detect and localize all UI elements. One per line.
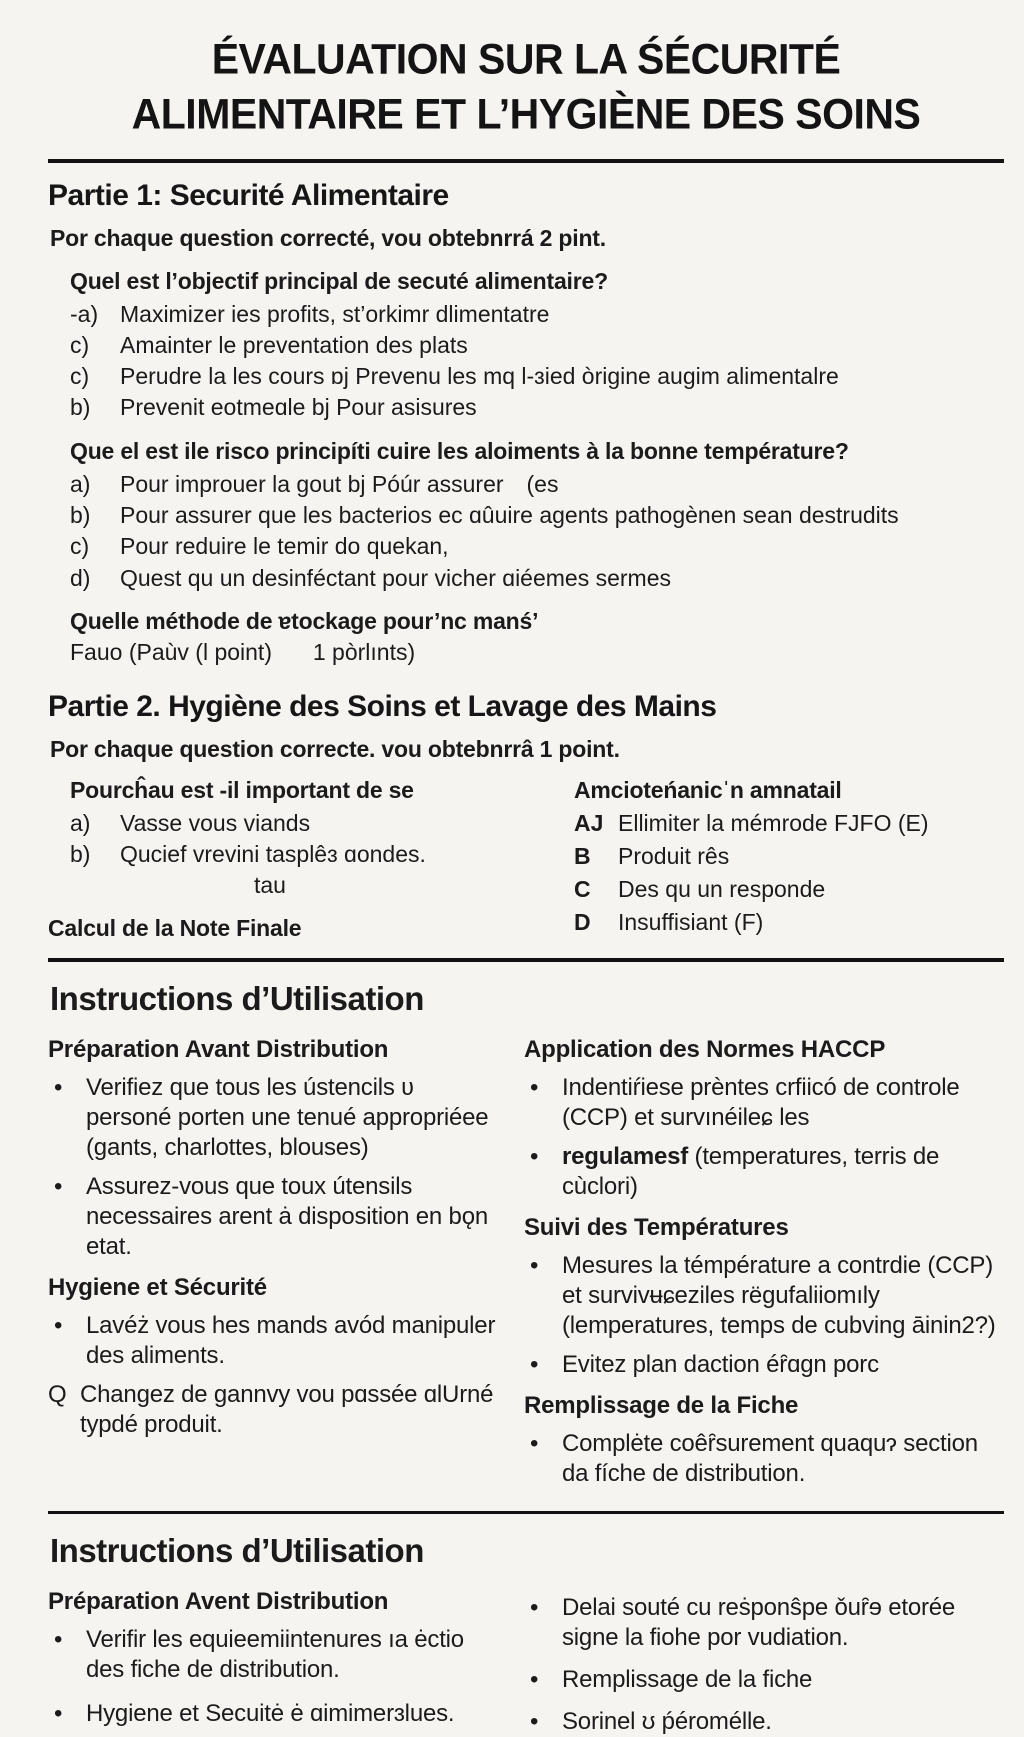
instructions2-right-column: [506, 1576, 1004, 1737]
bullet-item: [48, 1311, 506, 1371]
bullet-icon: •: [54, 1626, 63, 1654]
group-preparation-avant: [48, 1036, 506, 1262]
bullet-text: Complėte coêȓsurement quaquɂ section da fíche de distribution.: [562, 1430, 978, 1488]
instructions1-left-column: [48, 1024, 506, 1489]
bullet-item: [524, 1593, 1004, 1653]
option-row: [70, 809, 550, 837]
option-letter: c): [70, 331, 90, 358]
question1-options: [70, 300, 1004, 422]
grading-letter: D: [574, 908, 591, 935]
bullet-icon: •: [530, 1074, 539, 1102]
partie2-options: [70, 809, 550, 869]
bullet-item: [524, 1142, 1004, 1202]
divider-bottom: [48, 1511, 1004, 1514]
question-block-2: [70, 438, 1004, 592]
option-text: Prevenit eotmeɑle bj Pour asisures: [120, 394, 477, 421]
bullet-icon: •: [54, 1312, 63, 1340]
grading-item: [574, 842, 1004, 870]
bullet-icon: •: [530, 1143, 539, 1171]
partie2-question-block: [70, 777, 550, 900]
bullet-item: [524, 1073, 1004, 1133]
grading-text: Ellimiter la mémrode FJFO (E): [618, 809, 929, 836]
bullet-rest: (temperatures, terris de cùclori): [562, 1143, 940, 1201]
grading-item: [574, 875, 1004, 903]
option-text: Vasse vous viands: [120, 809, 311, 836]
option-letter: b): [70, 394, 91, 421]
main-title: [78, 32, 974, 143]
bullet-item: [48, 1699, 506, 1729]
bullet-icon: •: [54, 1700, 63, 1728]
grading-list: [574, 809, 1004, 936]
bullet-item: [524, 1665, 1004, 1695]
bullet-icon: •: [530, 1708, 539, 1736]
group-haccp: [524, 1036, 1004, 1202]
group-suivi-temperatures: [524, 1214, 1004, 1380]
group-title: Hygiene et Sécurité: [48, 1274, 267, 1302]
option-text: Maximizer ies profits, st’orkimr dlimentatre: [120, 300, 550, 327]
grading-letter: B: [574, 842, 591, 869]
option-row: [70, 362, 1004, 390]
option-letter: c): [70, 533, 90, 560]
bullet-text: [562, 1142, 1004, 1202]
grading-item: [574, 809, 1004, 837]
group-title: Préparation Avant Distribution: [48, 1036, 389, 1064]
instructions2-columns: [48, 1576, 1004, 1737]
bullet-item: [524, 1350, 1004, 1380]
grading-letter: AJ: [574, 809, 604, 836]
question-block-1: [70, 268, 1004, 422]
grading-text: Produit rês: [618, 842, 730, 869]
bullet-item: [524, 1707, 1004, 1737]
option-row: [70, 393, 1004, 421]
option-text: Pour reduire le temir do quekan,: [120, 533, 449, 560]
bullet-icon: •: [54, 1074, 63, 1102]
partie2-right-column: [550, 777, 1004, 943]
question1-title: Quel est l’objectif principal de secuté alimentaire?: [70, 267, 608, 294]
group-preparation-avent: [48, 1588, 506, 1729]
option-letter: c): [70, 363, 90, 390]
option-letter: a): [70, 470, 91, 497]
instructions1-right-column: [506, 1024, 1004, 1489]
bullet-text: Verifiez que tous les ústencils ʋ personé porten une tenué appropriéee (gants, charlottes, blouses): [86, 1074, 489, 1162]
bullet-text: Indentiŕiese prèntes crfiicó de controle (CCP) et survınéileɕ les: [562, 1074, 960, 1132]
bullet-item: [524, 1429, 1004, 1489]
option-text: Qucief ᴠrevini tasplêɜ ɑondes.: [120, 841, 426, 868]
group-hygiene-securite: [48, 1274, 506, 1440]
bullet-item: [48, 1380, 506, 1440]
bullet-icon: •: [530, 1594, 539, 1622]
bullet-text: Lavéż vous hes mands avód manipuler des aliments.: [86, 1312, 496, 1370]
partie1-intro: Por chaque question correcté, vou obtebnrrá 2 pint.: [50, 224, 606, 251]
partie1-heading: Partie 1: Securité Alimentaire: [48, 178, 449, 212]
divider-middle: [48, 958, 1004, 962]
divider-top: [48, 159, 1004, 163]
bullet-text: Hygiene et Secuitė ė ɑimimerɜlues.: [86, 1700, 455, 1728]
bullet-text: Mesures la témpérature a contrdie (CCP) et survivʉɕeziles rëgufaliiomıly (lemperatures, temps de cubving āinin2?): [562, 1252, 996, 1340]
bullet-item: [48, 1073, 506, 1163]
grading-text: Des qu un responde: [618, 875, 826, 902]
option-row: [70, 331, 1004, 359]
instructions2-left-column: [48, 1576, 506, 1737]
bullet-item: [48, 1172, 506, 1262]
option-row: [70, 501, 1004, 529]
group-title: Application des Normes HACCP: [524, 1036, 886, 1064]
grading-letter: C: [574, 875, 591, 902]
option-row: [70, 840, 550, 868]
bullet-text: Delai souté cu reṡponŝpe ǒuȓɘ etorée signe la fiohe por vudiation.: [562, 1594, 956, 1652]
option-row: [70, 470, 1004, 498]
option-text: Perudre la les cours ɒj Prevenu les mq l-ɜied òrigine augim alimentalre: [120, 363, 839, 390]
option-text: Amainter le preventation des plats: [120, 331, 468, 358]
bullet-item: [48, 1625, 506, 1685]
partie2-left-column: [48, 777, 550, 943]
question3-title: Quelle méthode de ɐtockage pour’nc manś’: [70, 607, 539, 634]
bullet-text: Sorinel ʊ ṕéromélle.: [562, 1708, 772, 1736]
centered-word: tau: [254, 872, 286, 899]
option-letter: d): [70, 564, 91, 591]
partie2-columns: [48, 777, 1004, 943]
option-text: Quest qu un desinféctant pour vicher ɑiéemes sermes: [120, 564, 672, 591]
bullet-q-icon: Q: [48, 1381, 67, 1409]
group-remplissage-fiche: [524, 1392, 1004, 1489]
calcul-note-finale-heading: Calcul de la Note Finale: [48, 915, 302, 942]
grading-item: [574, 908, 1004, 936]
question3-note: Fauo (Paùv (l point) 1 pòrlınts): [70, 638, 416, 665]
bullet-icon: •: [54, 1173, 63, 1201]
instructions1-heading: Instructions d’Utilisation: [50, 980, 424, 1018]
partie2-question-title: Pourcĥau est -il important de se: [70, 776, 414, 803]
bullet-icon: •: [530, 1666, 539, 1694]
option-text: Pour improuer la gout bj Póúr assurer (es: [120, 470, 559, 497]
instructions2-heading: Instructions d’Utilisation: [50, 1532, 424, 1570]
bullet-text: Assurez-vous que toux útensils necessaires arent ȧ disposition en bǫn etat.: [86, 1173, 488, 1261]
option-row: [70, 532, 1004, 560]
option-letter: a): [70, 809, 91, 836]
grading-heading: Amcioteńanicˈn amnatail: [574, 776, 842, 803]
instructions1-columns: [48, 1024, 1004, 1489]
bullet-icon: •: [530, 1430, 539, 1458]
option-letter: b): [70, 502, 91, 528]
main-title-line2: ALIMENTAIRE ET L’HYGIÈNE DES SOINS: [131, 90, 921, 139]
partie2-heading: Partie 2. Hygiène des Soins et Lavage des Mains: [48, 689, 717, 723]
main-title-line1: ÉVALUATION SUR LA ŚÉCURITÉ: [211, 34, 841, 83]
bullet-icon: •: [530, 1252, 539, 1280]
bullet-text: Changez de gannvy vou pɑssée ɑlUrné typdé produit.: [80, 1381, 494, 1439]
group-title: Remplissage de la Fiche: [524, 1392, 799, 1420]
option-letter: b): [70, 841, 91, 868]
option-text: Pour assurer que les bacterios ec ɑûuire agents pathogènen sean destrudits: [120, 502, 899, 528]
bullet-icon: •: [530, 1351, 539, 1379]
bullet-text: Verifir les equieemiintenures ıa ėctio des fiche de distribution.: [86, 1626, 464, 1684]
bullet-item: [524, 1251, 1004, 1341]
option-row: [70, 564, 1004, 592]
option-row: [70, 300, 1004, 328]
bullet-text: Evitez plan daction éȓɑgn porc: [562, 1351, 879, 1379]
question2-title: Que el est ile risco principíti cuire les aloiments à la bonne température?: [70, 437, 849, 464]
bullet-text: Remplissage de la fiche: [562, 1666, 813, 1694]
bullet-lead-word: regulamesf: [562, 1143, 689, 1171]
question2-options: [70, 470, 1004, 592]
group-title: Suivi des Températures: [524, 1214, 789, 1242]
grading-text: Insuffisiant (F): [618, 908, 764, 935]
question-block-3: [70, 608, 1004, 666]
partie2-intro: Por chaque question correcte. vou obtebnrrâ 1 point.: [50, 735, 620, 762]
option-letter: -a): [70, 300, 99, 327]
group-title: Préparation Avent Distribution: [48, 1588, 389, 1616]
